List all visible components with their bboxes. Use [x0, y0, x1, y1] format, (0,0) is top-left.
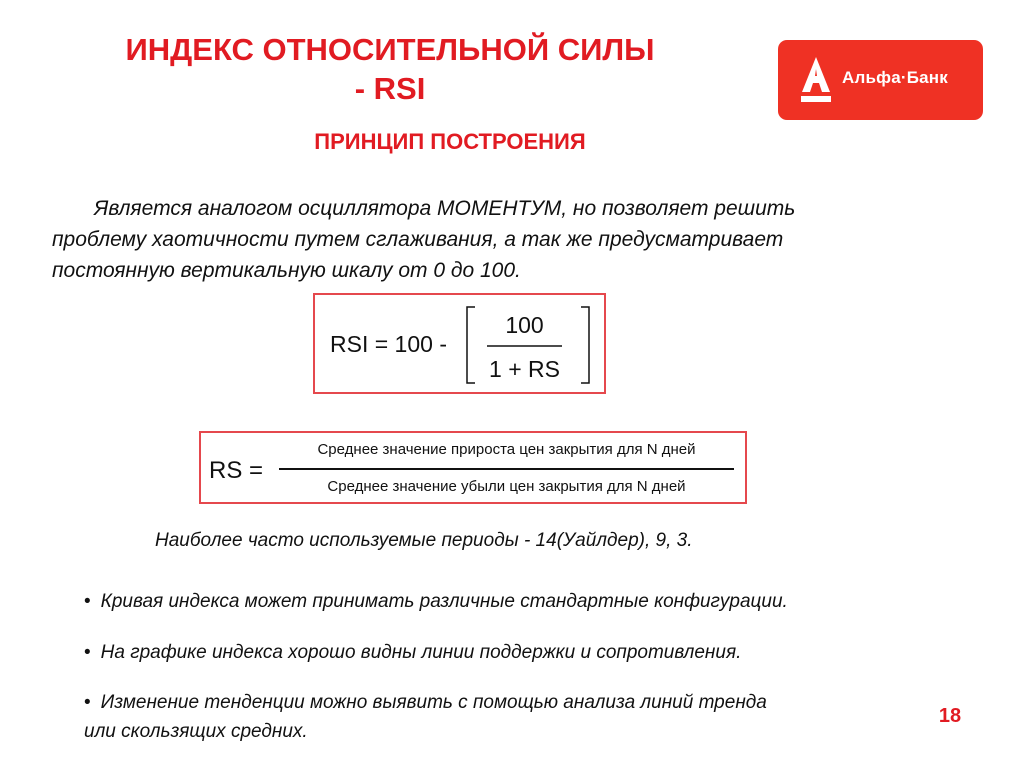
bullet-item	[84, 638, 741, 667]
fraction-bar	[279, 468, 734, 470]
bullet-marker: •	[84, 692, 91, 713]
bullet-item	[84, 688, 767, 746]
bullet-text: Кривая индекса может принимать различные стандартные конфигурации.	[100, 591, 788, 612]
rsi-formula-lhs: RSI = 100 -	[330, 331, 447, 357]
rs-formula-denominator: Среднее значение убыли цен закрытия для N дней	[327, 478, 686, 495]
logo-text: Альфа·Банк	[842, 68, 948, 87]
alfa-letter-a-icon	[796, 54, 836, 106]
bullet-text: Изменение тенденции можно выявить с помощью анализа линий тренда	[100, 692, 767, 713]
rs-formula-lhs: RS =	[209, 457, 264, 484]
bullet-marker: •	[84, 642, 91, 663]
rsi-formula-box	[313, 293, 606, 394]
intro-line: постоянную вертикальную шкалу от 0 до 100.	[52, 259, 521, 282]
alfa-bank-logo	[778, 40, 983, 120]
bullet-text-continuation: или скользящих средних.	[84, 721, 308, 742]
page-number: 18	[938, 705, 962, 727]
rsi-formula-denominator: 1 + RS	[489, 356, 560, 382]
periods-note: Наиболее часто используемые периоды - 14(Уайлдер), 9, 3.	[155, 530, 693, 551]
bullet-item	[84, 587, 788, 616]
intro-line: Является аналогом осциллятора МОМЕНТУМ, но позволяет решить	[94, 197, 796, 220]
rs-formula-box	[199, 431, 747, 504]
rs-formula-numerator: Среднее значение прироста цен закрытия для N дней	[317, 441, 696, 458]
slide-title-line-1: ИНДЕКС ОТНОСИТЕЛЬНОЙ СИЛЫ	[125, 32, 655, 67]
section-subtitle: ПРИНЦИП ПОСТРОЕНИЯ	[314, 129, 586, 154]
intro-line: проблему хаотичности путем сглаживания, а так же предусматривает	[52, 228, 784, 251]
bullet-marker: •	[84, 591, 91, 612]
bullet-text: На графике индекса хорошо видны линии поддержки и сопротивления.	[100, 642, 742, 663]
slide-title-line-2: - RSI	[354, 71, 426, 106]
intro-paragraph	[52, 193, 977, 286]
rsi-formula-numerator: 100	[505, 312, 544, 338]
